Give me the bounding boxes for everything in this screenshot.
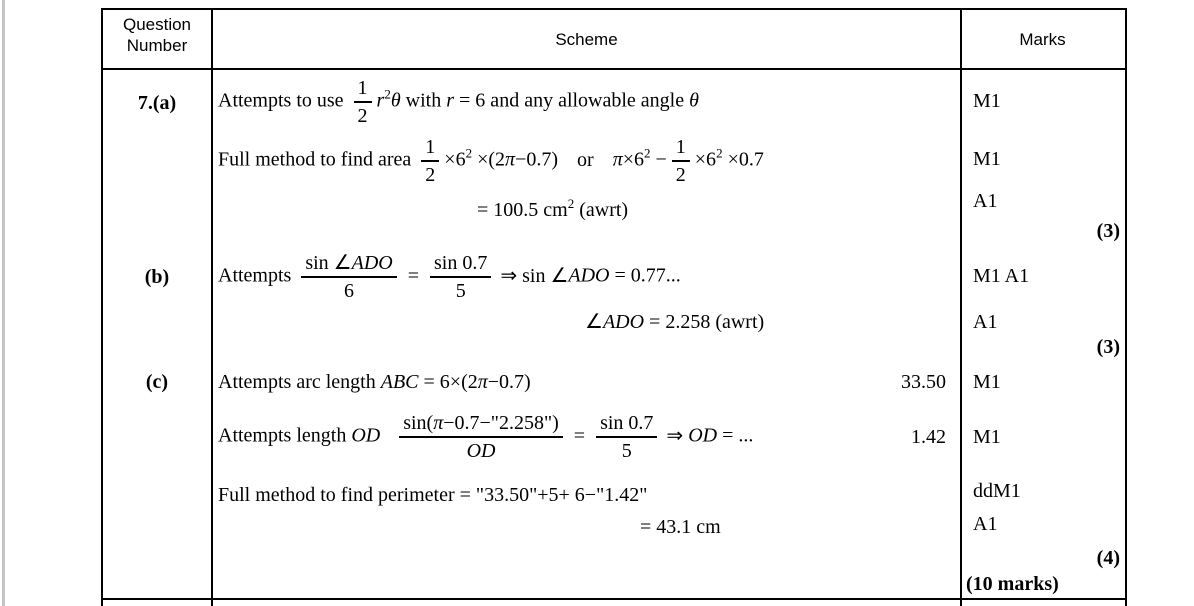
math-text: Full method to find area bbox=[218, 148, 412, 171]
math-text: ×0.7 bbox=[727, 148, 764, 171]
math-fraction bbox=[421, 135, 439, 187]
question-label-c: (c) bbox=[145, 371, 169, 393]
scheme-c-line4 bbox=[640, 514, 721, 540]
math-text: ×6 bbox=[622, 148, 644, 171]
math-variable: ABC bbox=[380, 371, 419, 393]
math-text: Full method to find perimeter = "33.50"+5+ 6−"1.42" bbox=[218, 484, 648, 506]
total-marks: (10 marks) bbox=[966, 573, 1059, 595]
fraction-denominator: 2 bbox=[357, 105, 368, 127]
mark-c-1: M1 bbox=[973, 371, 1001, 393]
superscript: 2 bbox=[716, 145, 723, 161]
math-text: or bbox=[577, 148, 594, 171]
table-border-top bbox=[101, 8, 1127, 10]
scheme-c-line3 bbox=[218, 482, 647, 508]
math-text: = ... bbox=[722, 424, 754, 447]
math-fraction bbox=[399, 411, 563, 463]
fraction-numerator: sin 0.7 bbox=[430, 251, 491, 278]
math-text: ∠ bbox=[585, 311, 603, 333]
fraction-numerator: sin 0.7 bbox=[596, 411, 657, 438]
math-text: ×6 bbox=[444, 148, 466, 171]
math-text: = 100.5 cm bbox=[477, 199, 568, 221]
mark-c-3: ddM1 bbox=[973, 480, 1021, 502]
mark-c-2: M1 bbox=[973, 426, 1001, 448]
table-header-divider bbox=[101, 68, 1127, 70]
table-border-right bbox=[1125, 8, 1127, 606]
scheme-a-line1 bbox=[218, 76, 699, 128]
superscript: 2 bbox=[644, 145, 651, 161]
page-left-edge bbox=[2, 0, 5, 606]
fraction-numerator bbox=[301, 251, 396, 278]
math-variable: ADO bbox=[568, 264, 610, 287]
math-variable: OD bbox=[351, 424, 381, 447]
math-text: with bbox=[405, 89, 442, 112]
math-fraction bbox=[301, 251, 396, 303]
math-variable: ADO bbox=[351, 252, 393, 274]
subtotal-b: (3) bbox=[1096, 336, 1120, 358]
fraction-numerator: 1 bbox=[672, 135, 690, 162]
math-text: ⇒ sin ∠ bbox=[500, 264, 569, 287]
scheme-b-line2 bbox=[585, 309, 764, 335]
subtotal-c: (4) bbox=[1096, 547, 1120, 569]
fraction-denominator: 5 bbox=[621, 440, 632, 462]
math-variable: π bbox=[612, 148, 623, 171]
mark-b-1: M1 A1 bbox=[973, 265, 1030, 287]
scheme-c-line1 bbox=[218, 369, 531, 395]
math-variable: θ bbox=[689, 89, 699, 112]
math-variable: π bbox=[433, 412, 444, 434]
table-row-divider-bottom bbox=[101, 598, 1127, 600]
math-text: −0.7) bbox=[515, 148, 559, 171]
mark-a-1: M1 bbox=[973, 90, 1001, 112]
math-fraction bbox=[430, 251, 491, 303]
marks-header: Marks bbox=[1019, 30, 1066, 49]
math-text: Attempts length bbox=[218, 424, 347, 447]
question-label-7a: 7.(a) bbox=[137, 92, 177, 114]
math-text: Attempts arc length bbox=[218, 371, 376, 393]
mark-a-3: A1 bbox=[973, 190, 998, 212]
math-fraction bbox=[672, 135, 690, 187]
math-variable: π bbox=[477, 371, 488, 393]
scheme-c-line2 bbox=[218, 411, 753, 463]
math-text: = bbox=[573, 424, 586, 447]
superscript: 2 bbox=[567, 196, 575, 211]
math-fraction bbox=[354, 76, 372, 128]
math-text: = 6×(2 bbox=[423, 371, 478, 393]
question-number-header: Question Number bbox=[122, 15, 192, 55]
math-variable: ADO bbox=[602, 311, 645, 333]
math-text: = 6 and any allowable angle bbox=[459, 89, 685, 112]
math-fraction bbox=[596, 411, 657, 463]
fraction-numerator: 1 bbox=[421, 135, 439, 162]
fraction-denominator: 6 bbox=[344, 280, 355, 302]
math-variable: r bbox=[376, 89, 385, 112]
math-text: (awrt) bbox=[579, 199, 629, 221]
mark-c-4: A1 bbox=[973, 513, 998, 535]
math-text: Attempts to use bbox=[218, 89, 344, 112]
fraction-denominator: OD bbox=[466, 440, 496, 462]
math-text: − bbox=[655, 148, 667, 171]
fraction-denominator: 2 bbox=[675, 164, 686, 186]
math-variable: θ bbox=[390, 89, 401, 112]
intermediate-value-od: 1.42 bbox=[911, 426, 946, 448]
fraction-numerator bbox=[399, 411, 563, 438]
math-text: sin( bbox=[403, 412, 434, 434]
fraction-numerator: 1 bbox=[354, 76, 372, 103]
math-text: = 0.77... bbox=[614, 264, 681, 287]
math-text: ⇒ bbox=[666, 424, 684, 447]
math-text: = bbox=[407, 264, 420, 287]
intermediate-value-arc: 33.50 bbox=[901, 371, 946, 393]
scheme-a-line3 bbox=[477, 191, 628, 223]
math-text: −0.7) bbox=[487, 371, 531, 393]
math-text: ×6 bbox=[694, 148, 717, 171]
question-label-b: (b) bbox=[144, 266, 170, 288]
math-variable: π bbox=[505, 148, 516, 171]
scheme-header: Scheme bbox=[555, 30, 618, 49]
subtotal-a: (3) bbox=[1096, 220, 1120, 242]
math-text: −0.7−"2.258") bbox=[443, 412, 559, 434]
scheme-b-line1 bbox=[218, 251, 681, 303]
fraction-denominator: 5 bbox=[455, 280, 466, 302]
math-text: ×(2 bbox=[477, 148, 506, 171]
mark-a-2: M1 bbox=[973, 148, 1001, 170]
table-column-divider-marks bbox=[960, 8, 962, 606]
scheme-a-line2 bbox=[218, 135, 764, 187]
superscript: 2 bbox=[465, 145, 473, 161]
fraction-denominator: 2 bbox=[425, 164, 436, 186]
math-text: = 43.1 cm bbox=[640, 516, 721, 538]
math-text: Attempts bbox=[218, 264, 292, 287]
math-text: sin ∠ bbox=[305, 252, 352, 274]
math-variable: r bbox=[446, 89, 455, 112]
math-variable: OD bbox=[688, 424, 718, 447]
mark-b-2: A1 bbox=[973, 311, 998, 333]
superscript: 2 bbox=[384, 86, 391, 102]
math-text: = 2.258 (awrt) bbox=[649, 311, 765, 333]
